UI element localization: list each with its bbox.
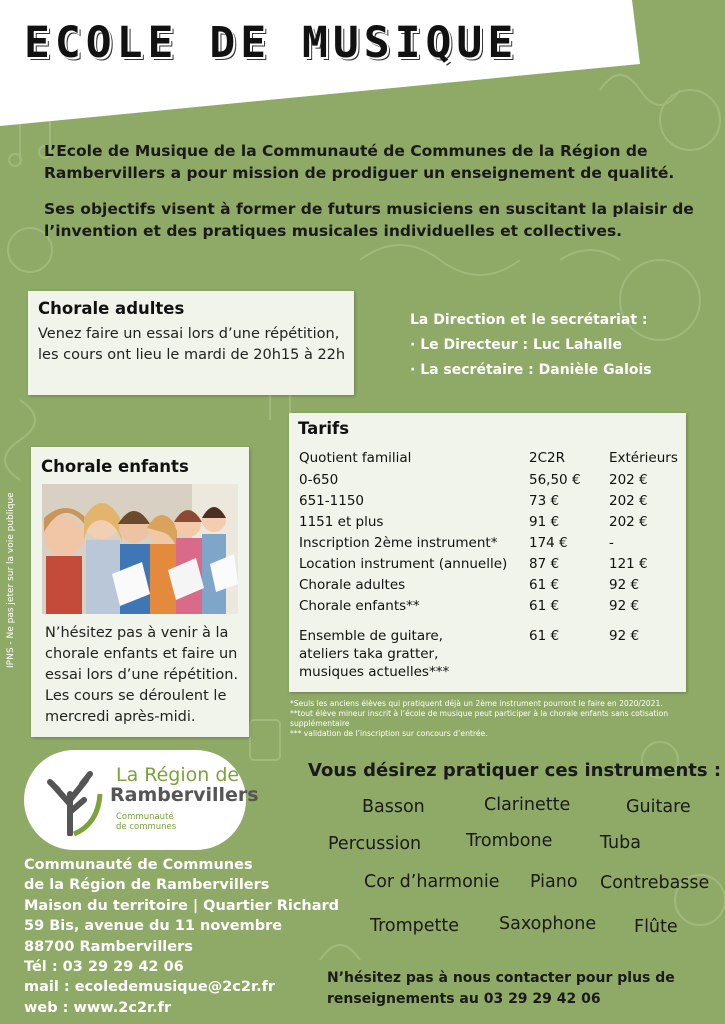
- tarif-exterieurs: 92 €: [609, 577, 640, 593]
- table-row: [299, 493, 684, 514]
- table-row: [299, 514, 684, 535]
- chorale-enfants-panel: [31, 447, 249, 737]
- instruments-title: Vous désirez pratiquer ces instruments :: [308, 760, 722, 781]
- page-title: ECOLE DE MUSIQUE: [24, 18, 519, 68]
- tarif-2c2r: 61 €: [529, 598, 560, 614]
- tarif-label: 0-650: [299, 472, 339, 488]
- instrument-item: Basson: [362, 797, 425, 817]
- tarif-label: 1151 et plus: [299, 514, 384, 530]
- tarif-label-ensemble: [299, 619, 529, 681]
- address-line: Maison du territoire | Quartier Richard: [24, 897, 340, 914]
- tarif-label: Inscription 2ème instrument*: [299, 535, 498, 551]
- address-line: Communauté de Communes: [24, 857, 253, 873]
- tree-logo-icon: [44, 764, 104, 836]
- email-link[interactable]: mail : ecoledemusique@2c2r.fr: [24, 979, 276, 996]
- tarifs-panel: [289, 413, 686, 692]
- intro-paragraph-objectives: Ses objectifs visent à former de futurs musiciens en suscitant la plaisir de l’invention et des pratiques musicales individuelles et collectives.: [44, 200, 694, 240]
- instrument-item: Saxophone: [499, 914, 597, 934]
- title-banner: [0, 0, 640, 126]
- contact-cta: [327, 968, 722, 1010]
- table-row: [299, 472, 684, 493]
- tarifs-footnotes: [290, 699, 710, 739]
- tarifs-header-2c2r: 2C2R: [529, 450, 565, 466]
- tarif-2c2r: 91 €: [529, 514, 560, 530]
- tarifs-title: Tarifs: [298, 419, 350, 438]
- tarif-label: Chorale adultes: [299, 577, 406, 593]
- instrument-item: Clarinette: [484, 795, 571, 815]
- logo-line-communaute: [116, 812, 176, 832]
- tarifs-header-row: [299, 450, 684, 472]
- tarif-2c2r: 61 €: [529, 628, 560, 644]
- instrument-item: Trombone: [466, 831, 553, 851]
- tarifs-header-exterieurs: Extérieurs: [609, 450, 678, 466]
- chorale-enfants-text: N’hésitez pas à venir à la chorale enfants et faire un essai lors d’une répétition. Les cours se déroulent le mercredi après-midi.: [45, 625, 239, 725]
- tarif-label: Location instrument (annuelle): [299, 556, 508, 572]
- direction-title: La Direction et le secrétariat :: [410, 312, 648, 328]
- tarif-2c2r: 56,50 €: [529, 472, 581, 488]
- footnote: *** validation de l’inscription sur concours d’entrée.: [290, 729, 488, 738]
- tarifs-table: [299, 450, 684, 681]
- tarif-label-line: Ensemble de guitare,: [299, 628, 443, 644]
- direction-secretaire: · La secrétaire : Danièle Galois: [410, 362, 652, 378]
- instrument-item: Percussion: [328, 834, 422, 854]
- instrument-item: Cor d’harmonie: [364, 872, 500, 892]
- address-line: 88700 Rambervillers: [24, 938, 193, 955]
- address-line: de la Région de Rambervillers: [24, 877, 270, 894]
- table-row: [299, 619, 684, 681]
- tarif-label: 651-1150: [299, 493, 364, 509]
- tarifs-header-quotient: Quotient familial: [299, 450, 412, 466]
- logo-line-rambervillers: Rambervillers: [110, 784, 259, 806]
- tarif-exterieurs: -: [609, 535, 614, 551]
- direction-info: [410, 308, 710, 383]
- tarif-exterieurs: 202 €: [609, 514, 648, 530]
- table-row: [299, 577, 684, 598]
- instrument-item: Guitare: [626, 797, 691, 817]
- tarif-label-line: musiques actuelles***: [299, 664, 450, 680]
- tarif-exterieurs: 202 €: [609, 472, 648, 488]
- instrument-item: Trompette: [370, 916, 460, 936]
- instrument-item: Piano: [530, 872, 578, 892]
- table-row: [299, 535, 684, 556]
- instrument-item: Contrebasse: [600, 873, 710, 893]
- direction-directeur: · Le Directeur : Luc Lahalle: [410, 337, 622, 353]
- tarif-2c2r: 87 €: [529, 556, 560, 572]
- instrument-item: Tuba: [600, 833, 641, 853]
- children-choir-illustration: [42, 484, 238, 614]
- intro-paragraph-mission: L’Ecole de Musique de la Communauté de Communes de la Région de Rambervillers a pour mission de prodiguer un enseignement de qualité.: [44, 142, 675, 182]
- logo-line-region: La Région de: [116, 764, 240, 786]
- phone-line: Tél : 03 29 29 42 06: [24, 959, 184, 976]
- tarif-2c2r: 174 €: [529, 535, 568, 551]
- logo-subline: de communes: [116, 822, 177, 832]
- chorale-adultes-text: Venez faire un essai lors d’une répétition, les cours ont lieu le mardi de 20h15 à 22h: [38, 326, 346, 363]
- tarif-exterieurs: 202 €: [609, 493, 648, 509]
- logo-subline: Communauté: [116, 812, 174, 822]
- footnote: *Seuls les anciens élèves qui pratiquent déjà un 2ème instrument pourront le faire en 2020/2021.: [290, 699, 663, 708]
- chorale-adultes-panel: [28, 291, 354, 395]
- tarif-label: Chorale enfants**: [299, 598, 420, 614]
- tarif-exterieurs: 92 €: [609, 628, 640, 644]
- contact-line: renseignements au 03 29 29 42 06: [327, 991, 601, 1007]
- tarif-exterieurs: 121 €: [609, 556, 648, 572]
- address-line: 59 Bis, avenue du 11 novembre: [24, 918, 283, 935]
- children-choir-photo: [42, 484, 238, 614]
- rambervillers-logo: [24, 750, 259, 850]
- chorale-adultes-title: Chorale adultes: [38, 299, 185, 318]
- tarif-exterieurs: 92 €: [609, 598, 640, 614]
- contact-address: [24, 855, 354, 1018]
- tarif-2c2r: 61 €: [529, 577, 560, 593]
- tarif-2c2r: 73 €: [529, 493, 560, 509]
- website-link[interactable]: web : www.2c2r.fr: [24, 999, 172, 1016]
- table-row: [299, 556, 684, 577]
- tarif-label-line: ateliers taka gratter,: [299, 646, 439, 662]
- intro-text: [44, 140, 694, 256]
- instrument-item: Flûte: [634, 917, 678, 937]
- footnote: **tout élève mineur inscrit à l’école de musique peut participer à la chorale enfants sans cotisation supplémentaire: [290, 709, 669, 728]
- contact-line: N’hésitez pas à nous contacter pour plus de: [327, 970, 675, 986]
- ipns-notice: IPNS - Ne pas jeter sur la voie publique: [6, 492, 16, 668]
- chorale-enfants-title: Chorale enfants: [41, 457, 189, 476]
- table-row: [299, 598, 684, 619]
